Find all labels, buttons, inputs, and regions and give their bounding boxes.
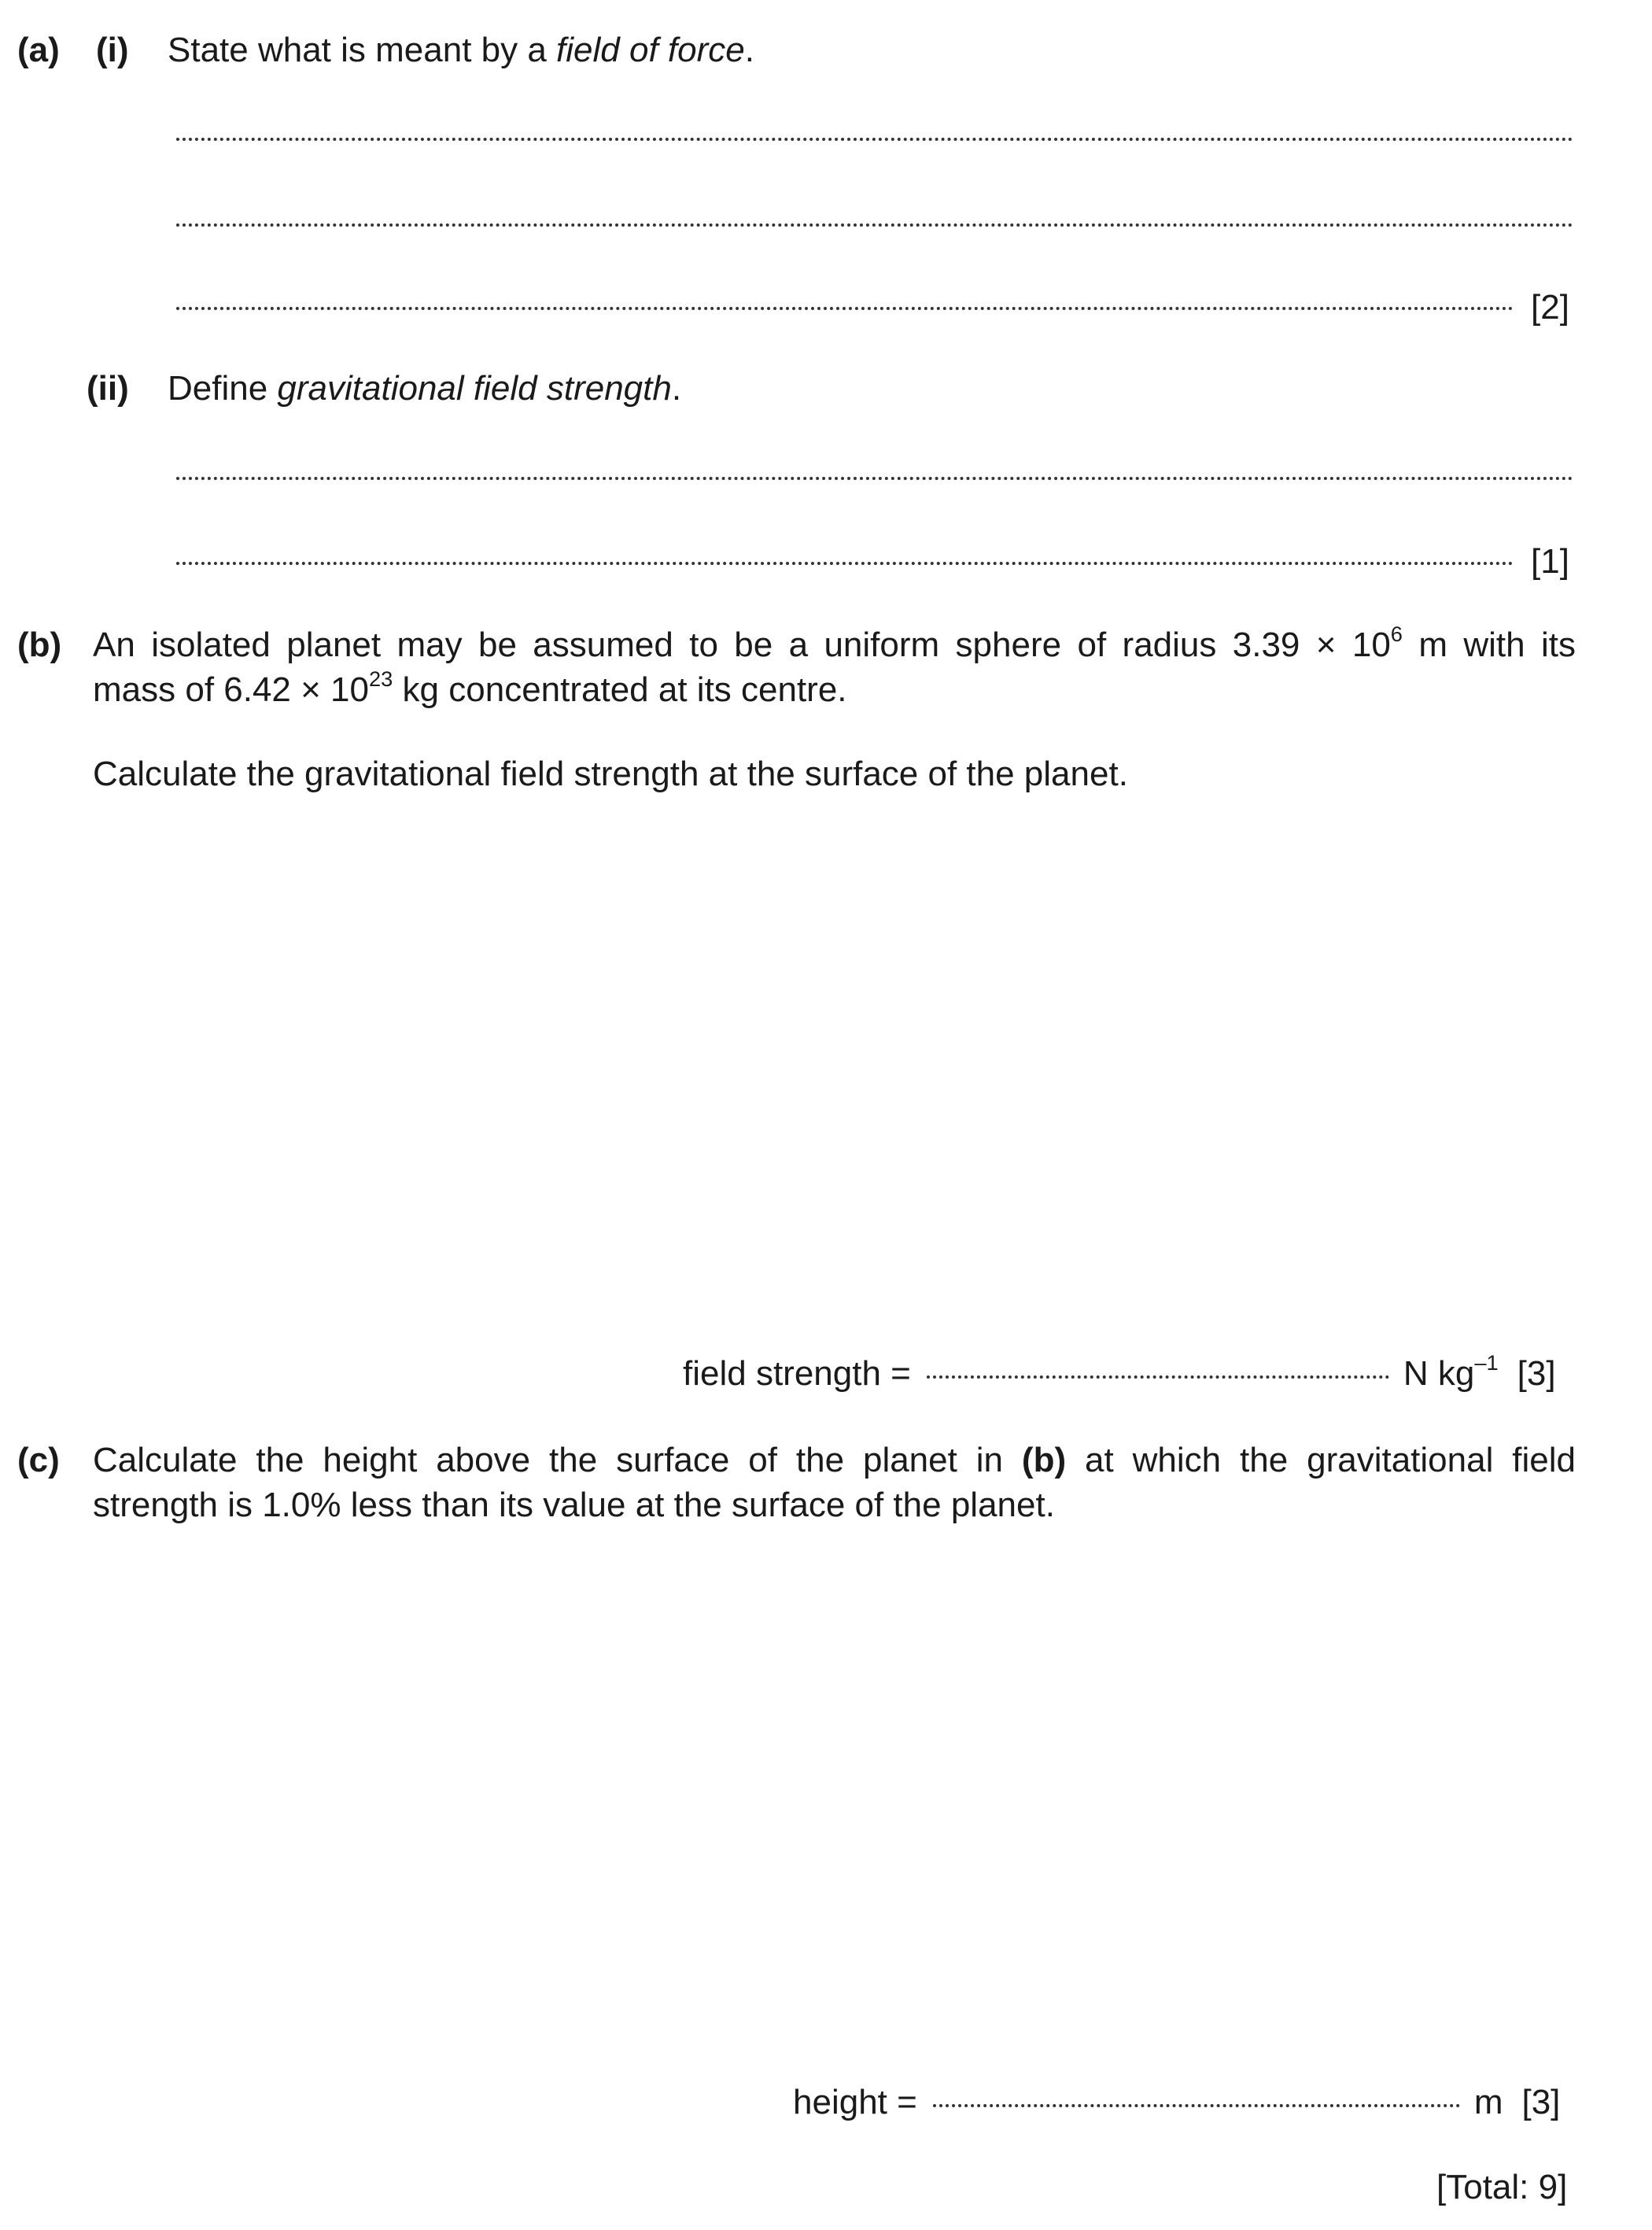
- part-c-answer: [793, 2080, 1560, 2124]
- answer-line-a-i-2[interactable]: [176, 223, 1573, 227]
- part-a-i-label: (i): [96, 31, 129, 69]
- field-strength-answer-field[interactable]: [927, 1375, 1389, 1379]
- part-c-label: (c): [17, 1441, 60, 1479]
- part-b-text: An isolated planet may be assumed to be a uniform sphere of radius $3.39 \times 10^6$ m with its mass of $6.42 \times 10^{23}$ kg concentrated at its centre.: [93, 622, 1576, 709]
- part-b-answer: [683, 1352, 1556, 1395]
- part-a-i-marks: [2]: [1531, 288, 1569, 327]
- answer-line-a-i-1[interactable]: [176, 138, 1573, 141]
- part-c-text: Calculate the height above the surface of the planet in (b) at which the gravitational field strength is 1.0% less than its value at the surface of the planet.: [93, 1441, 1576, 1524]
- answer-line-a-i-3[interactable]: [176, 307, 1514, 310]
- part-a-label: (a): [17, 31, 60, 69]
- height-unit: m: [1473, 2083, 1503, 2121]
- part-b-marks: [3]: [1517, 1354, 1556, 1393]
- field-strength-label: field strength =: [683, 1354, 911, 1393]
- answer-line-a-ii-2[interactable]: [176, 562, 1514, 565]
- part-a-ii-marks: [1]: [1531, 542, 1569, 581]
- height-answer-field[interactable]: [933, 2104, 1460, 2107]
- field-strength-unit: N $kg^{-1}$: [1403, 1350, 1499, 1393]
- answer-line-a-ii-1[interactable]: [176, 477, 1573, 480]
- part-b-instruction: Calculate the gravitational field strength at the surface of the planet.: [93, 755, 1128, 793]
- part-a-i-question: State what is meant by a field of force.: [168, 31, 754, 69]
- part-c-marks: [3]: [1521, 2083, 1561, 2121]
- height-label: height =: [793, 2083, 917, 2121]
- total-marks: [Total: 9]: [1436, 2168, 1568, 2206]
- part-a-ii-question: Define gravitational field strength.: [168, 369, 682, 408]
- part-a-ii-label: (ii): [87, 369, 129, 408]
- part-b-label: (b): [17, 626, 62, 664]
